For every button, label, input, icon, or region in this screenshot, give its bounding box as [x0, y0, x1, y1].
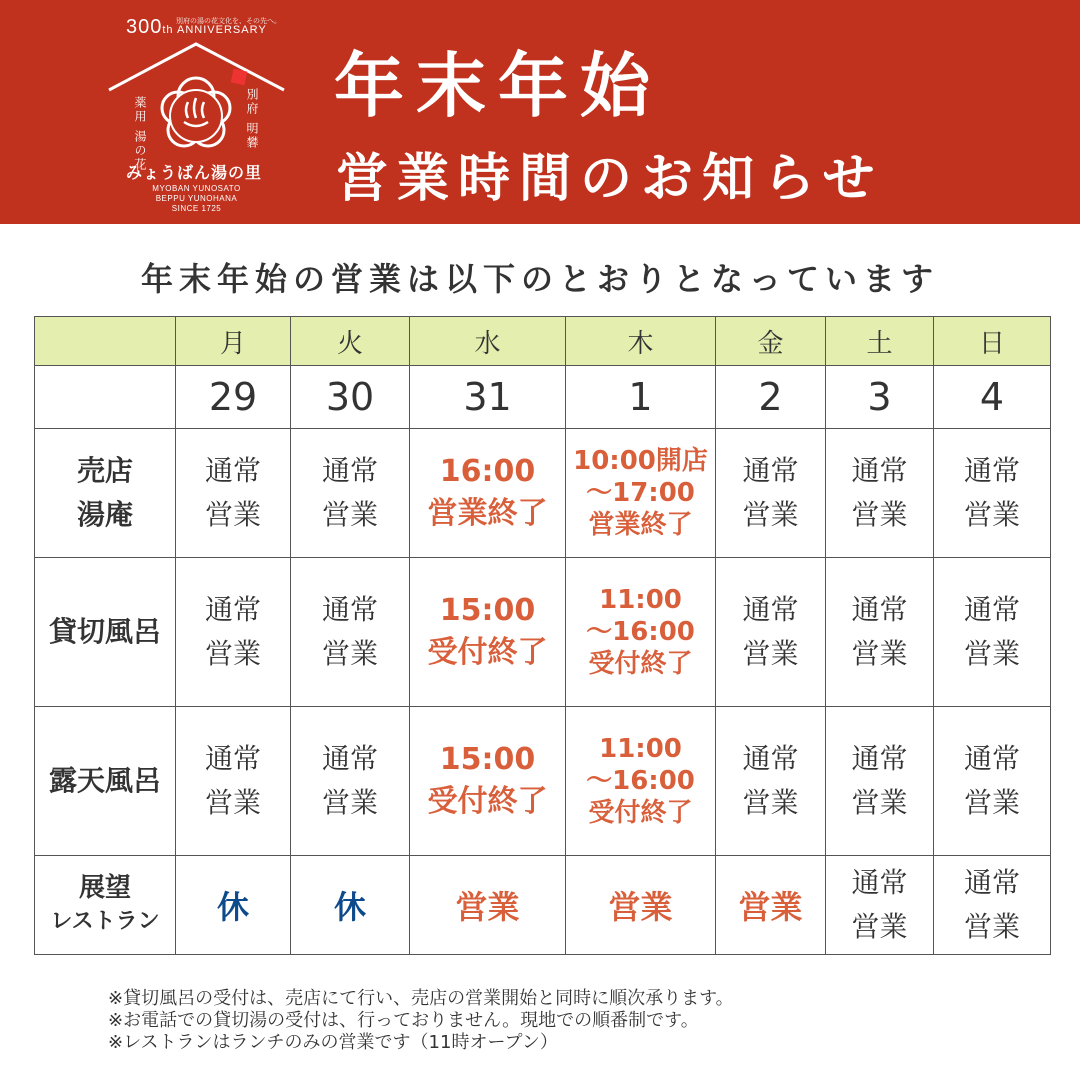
status-cell — [934, 558, 1051, 707]
brand-logo — [104, 12, 289, 217]
status-cell — [826, 707, 934, 856]
status-cell — [826, 429, 934, 558]
row-label — [35, 429, 176, 558]
status-cell — [566, 707, 716, 856]
weekday-cell: 金 — [716, 317, 826, 366]
status-text: 通常 営業 — [321, 742, 378, 819]
status-text: 通常 営業 — [204, 742, 261, 819]
row-label-line: 貸切風呂 — [48, 615, 161, 648]
brand-name-jp: みょうばん湯の里 — [126, 163, 263, 182]
status-cell — [716, 429, 826, 558]
corner-cell — [35, 366, 176, 429]
row-label — [35, 558, 176, 707]
status-cell — [826, 856, 934, 955]
service-row-shop — [35, 429, 1051, 558]
date-row — [35, 366, 1051, 429]
status-text: 営業 — [738, 888, 803, 926]
status-text: 営業 — [455, 888, 520, 926]
status-cell — [566, 856, 716, 955]
footnote: ※レストランはランチのみの営業です（11時オープン） — [108, 1032, 558, 1053]
service-row-restaurant — [35, 856, 1051, 955]
date-cell: 4 — [934, 366, 1051, 429]
status-text: 通常 営業 — [742, 593, 799, 670]
status-text: 通常 営業 — [321, 593, 378, 670]
status-cell — [291, 429, 410, 558]
row-label-line: 露天風呂 — [48, 764, 161, 797]
status-text: 通常 営業 — [742, 742, 799, 819]
status-cell — [291, 558, 410, 707]
status-cell — [566, 429, 716, 558]
status-cell — [176, 429, 291, 558]
status-text: 通常 営業 — [963, 593, 1020, 670]
status-cell — [934, 707, 1051, 856]
row-label — [35, 856, 176, 955]
status-text: 11:00 ～16:00 受付終了 — [586, 585, 695, 679]
date-cell: 3 — [826, 366, 934, 429]
date-cell: 1 — [566, 366, 716, 429]
row-label-line: 売店 — [76, 454, 133, 487]
title-line-1: 年末年始 — [334, 45, 662, 127]
footnotes — [108, 988, 734, 1054]
row-label-line: レストラン — [50, 909, 160, 934]
date-cell: 29 — [176, 366, 291, 429]
status-cell — [934, 429, 1051, 558]
schedule-table — [34, 316, 1051, 955]
corner-cell — [35, 317, 176, 366]
status-text: 11:00 ～16:00 受付終了 — [586, 734, 695, 828]
subtitle: 年末年始の営業は以下のとおりとなっています — [140, 260, 939, 298]
status-text: 通常 営業 — [204, 454, 261, 531]
date-cell: 2 — [716, 366, 826, 429]
status-text: 通常 営業 — [963, 454, 1020, 531]
status-cell — [410, 558, 566, 707]
status-text: 営業 — [608, 888, 673, 926]
status-cell — [716, 558, 826, 707]
status-text: 15:00 受付終了 — [427, 742, 548, 819]
status-cell — [410, 429, 566, 558]
status-cell — [826, 558, 934, 707]
logo-tagline: 別府の湯の花文化を、その先へ。 — [176, 17, 281, 25]
status-text: 16:00 営業終了 — [427, 454, 548, 531]
status-text: 通常 営業 — [851, 454, 908, 531]
status-cell — [291, 707, 410, 856]
status-cell — [176, 558, 291, 707]
status-text: 通常 営業 — [742, 454, 799, 531]
row-label — [35, 707, 176, 856]
brand-en-line: SINCE 1725 — [171, 204, 222, 213]
brand-name-en — [104, 184, 289, 214]
anniversary-number: 300 — [126, 16, 163, 38]
date-cell: 31 — [410, 366, 566, 429]
status-cell — [566, 558, 716, 707]
logo-right-text: 別府 明礬 — [245, 88, 259, 150]
status-text: 通常 営業 — [321, 454, 378, 531]
status-text: 15:00 受付終了 — [427, 593, 548, 670]
logo-left-text: 薬用 湯の花 — [133, 96, 147, 172]
header-banner — [0, 0, 1080, 224]
status-cell — [716, 707, 826, 856]
brand-en-line: MYOBAN YUNOSATO — [152, 184, 241, 193]
status-cell — [176, 707, 291, 856]
weekday-cell: 土 — [826, 317, 934, 366]
status-cell — [716, 856, 826, 955]
weekday-cell: 水 — [410, 317, 566, 366]
weekday-cell: 日 — [934, 317, 1051, 366]
row-label-line: 湯庵 — [76, 498, 133, 531]
row-label-line: 展望 — [78, 873, 131, 903]
status-text: 通常 営業 — [963, 742, 1020, 819]
weekday-cell: 火 — [291, 317, 410, 366]
date-cell: 30 — [291, 366, 410, 429]
status-text: 通常 営業 — [851, 593, 908, 670]
status-cell — [934, 856, 1051, 955]
status-cell — [291, 856, 410, 955]
service-row-open-air-bath — [35, 707, 1051, 856]
anniversary-label: th ANNIVERSARY — [162, 24, 267, 36]
footnote: ※貸切風呂の受付は、売店にて行い、売店の営業開始と同時に順次承ります。 — [108, 988, 734, 1009]
service-row-private-bath — [35, 558, 1051, 707]
status-cell — [176, 856, 291, 955]
status-text: 通常 営業 — [851, 866, 908, 943]
weekday-row — [35, 317, 1051, 366]
title-line-2: 営業時間のお知らせ — [336, 149, 884, 209]
status-text: 通常 営業 — [963, 866, 1020, 943]
status-cell — [410, 707, 566, 856]
status-text: 通常 営業 — [204, 593, 261, 670]
status-cell — [410, 856, 566, 955]
status-text: 通常 営業 — [851, 742, 908, 819]
weekday-cell: 木 — [566, 317, 716, 366]
brand-en-line: BEPPU YUNOHANA — [155, 194, 238, 203]
footnote: ※お電話での貸切湯の受付は、行っておりません。現地での順番制です。 — [108, 1010, 699, 1031]
weekday-cell: 月 — [176, 317, 291, 366]
status-text: 休 — [216, 888, 249, 926]
status-text: 休 — [333, 888, 366, 926]
status-text: 10:00開店 ～17:00 営業終了 — [573, 446, 708, 540]
